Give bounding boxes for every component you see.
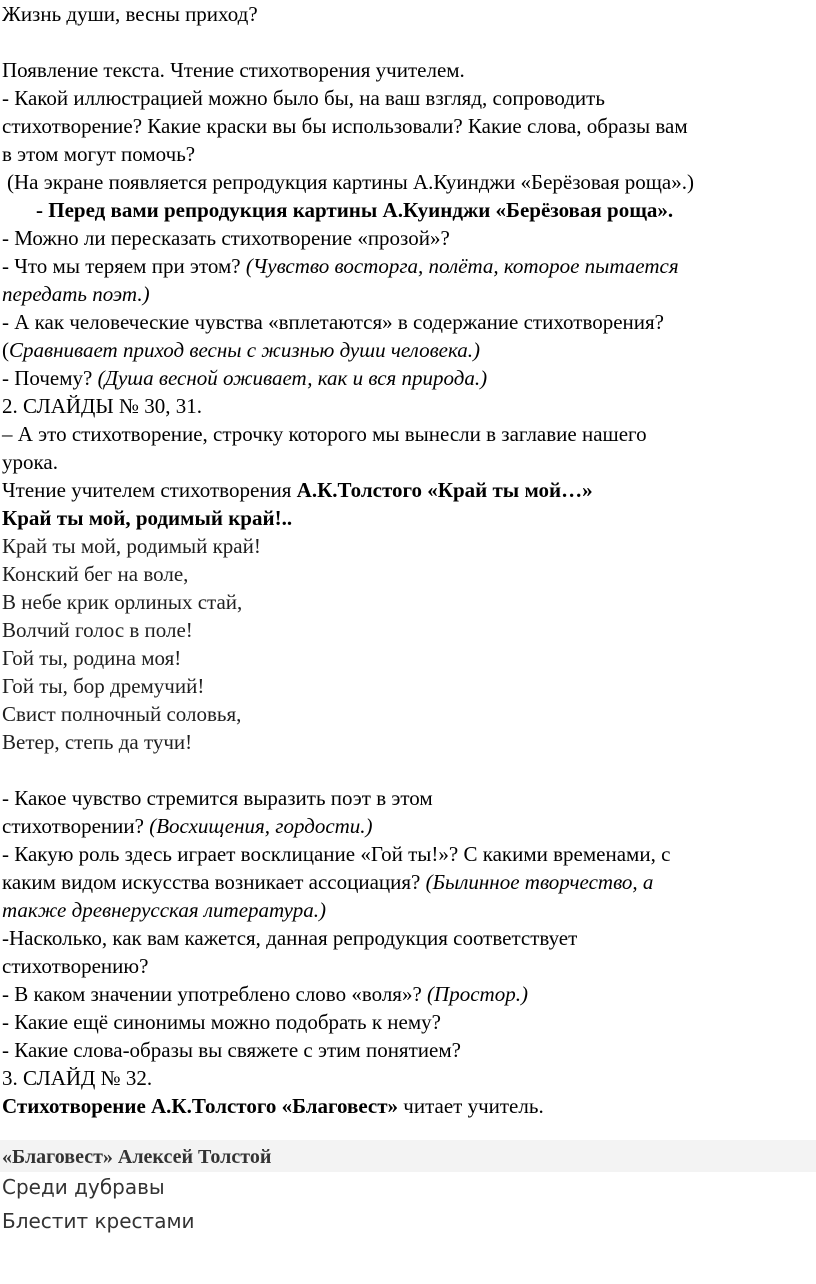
slide-heading: 2. СЛАЙДЫ № 30, 31.: [2, 394, 202, 418]
question-line: [2, 868, 814, 896]
answer-text: (Простор.): [427, 982, 528, 1006]
blank-line: [2, 28, 814, 56]
poem-line: Ветер, степь да тучи!: [2, 730, 193, 754]
answer-text: также древнерусская литература.): [2, 898, 326, 922]
stage-note: (На экране появляется репродукция картины А.Куинджи «Берёзовая роща».): [7, 170, 694, 194]
slide-heading: 3. СЛАЙД № 32.: [2, 1066, 153, 1090]
answer-text: (Былинное творчество, а: [425, 870, 654, 894]
poem-line: Край ты мой, родимый край!: [2, 534, 261, 558]
poem-heading: «Благовест» Алексей Толстой: [2, 1146, 272, 1168]
paragraph: Появление текста. Чтение стихотворения учителем.: [2, 58, 465, 82]
reading-text: читает учитель.: [398, 1094, 544, 1118]
paragraph: – А это стихотворение, строчку которого мы вынесли в заглавие нашего: [2, 422, 647, 446]
poem-line: Блестит крестами: [2, 1209, 195, 1233]
paren: (: [2, 338, 9, 362]
paragraph: урока.: [2, 450, 58, 474]
question-line: -Насколько, как вам кажется, данная репродукция соответствует: [2, 926, 578, 950]
poem-title: Край ты мой, родимый край!..: [2, 506, 293, 530]
question-text: - В каком значении употреблено слово «воля»?: [2, 982, 428, 1006]
reading-line: [2, 476, 814, 504]
question-line: стихотворение? Какие краски вы бы использовали? Какие слова, образы вам: [2, 114, 688, 138]
reading-text: Чтение учителем стихотворения: [2, 478, 297, 502]
poem-line: Среди дубравы: [2, 1175, 165, 1199]
poem-reference: А.К.Толстого «Край ты мой…»: [296, 478, 593, 502]
question-text: - Что мы теряем при этом?: [2, 254, 246, 278]
question-text: - Почему?: [2, 366, 98, 390]
poem-line: Гой ты, родина моя!: [2, 646, 182, 670]
question-line: - А как человеческие чувства «вплетаются» в содержание стихотворения?: [2, 310, 665, 334]
question-line: - Какие слова-образы вы свяжете с этим понятием?: [2, 1038, 461, 1062]
answer-text: (Чувство восторга, полёта, которое пытается: [245, 254, 679, 278]
poem-line: Конский бег на воле,: [2, 562, 189, 586]
reading-line: [2, 1092, 814, 1120]
document-body: [2, 0, 814, 1120]
bold-statement: - Перед вами репродукция картины А.Куинджи «Берёзовая роща».: [36, 198, 674, 222]
question-line: - Какое чувство стремится выразить поэт в этом: [2, 786, 433, 810]
question-line: [2, 252, 814, 280]
answer-line: [2, 336, 814, 364]
poem-line: Гой ты, бор дремучий!: [2, 674, 205, 698]
answer-text: (Душа весной оживает, как и вся природа.): [97, 366, 488, 390]
answer-text: передать поэт.): [2, 282, 150, 306]
question-line: - Какие ещё синонимы можно подобрать к нему?: [2, 1010, 441, 1034]
answer-text: Сравнивает приход весны с жизнью души человека.): [9, 338, 481, 362]
question-line: стихотворению?: [2, 954, 149, 978]
poem-reference: Стихотворение А.К.Толстого «Благовест»: [2, 1094, 399, 1118]
question-line: [2, 980, 814, 1008]
question-line: - Можно ли пересказать стихотворение «прозой»?: [2, 226, 450, 250]
question-line: - Какой иллюстрацией можно было бы, на ваш взгляд, сопроводить: [2, 86, 605, 110]
page-title: Жизнь души, весны приход?: [2, 2, 258, 26]
answer-text: (Восхищения, гордости.): [149, 814, 373, 838]
question-line: [2, 364, 814, 392]
question-line: - Какую роль здесь играет восклицание «Гой ты!»? С какими временами, с: [2, 842, 671, 866]
poem-line: Волчий голос в поле!: [2, 618, 193, 642]
question-line: [2, 812, 814, 840]
question-text: стихотворении?: [2, 814, 150, 838]
question-line: в этом могут помочь?: [2, 142, 196, 166]
question-text: каким видом искусства возникает ассоциация?: [2, 870, 426, 894]
blank-line: [2, 756, 814, 784]
poem-line: Свист полночный соловья,: [2, 702, 242, 726]
poem-line: В небе крик орлиных стай,: [2, 590, 243, 614]
